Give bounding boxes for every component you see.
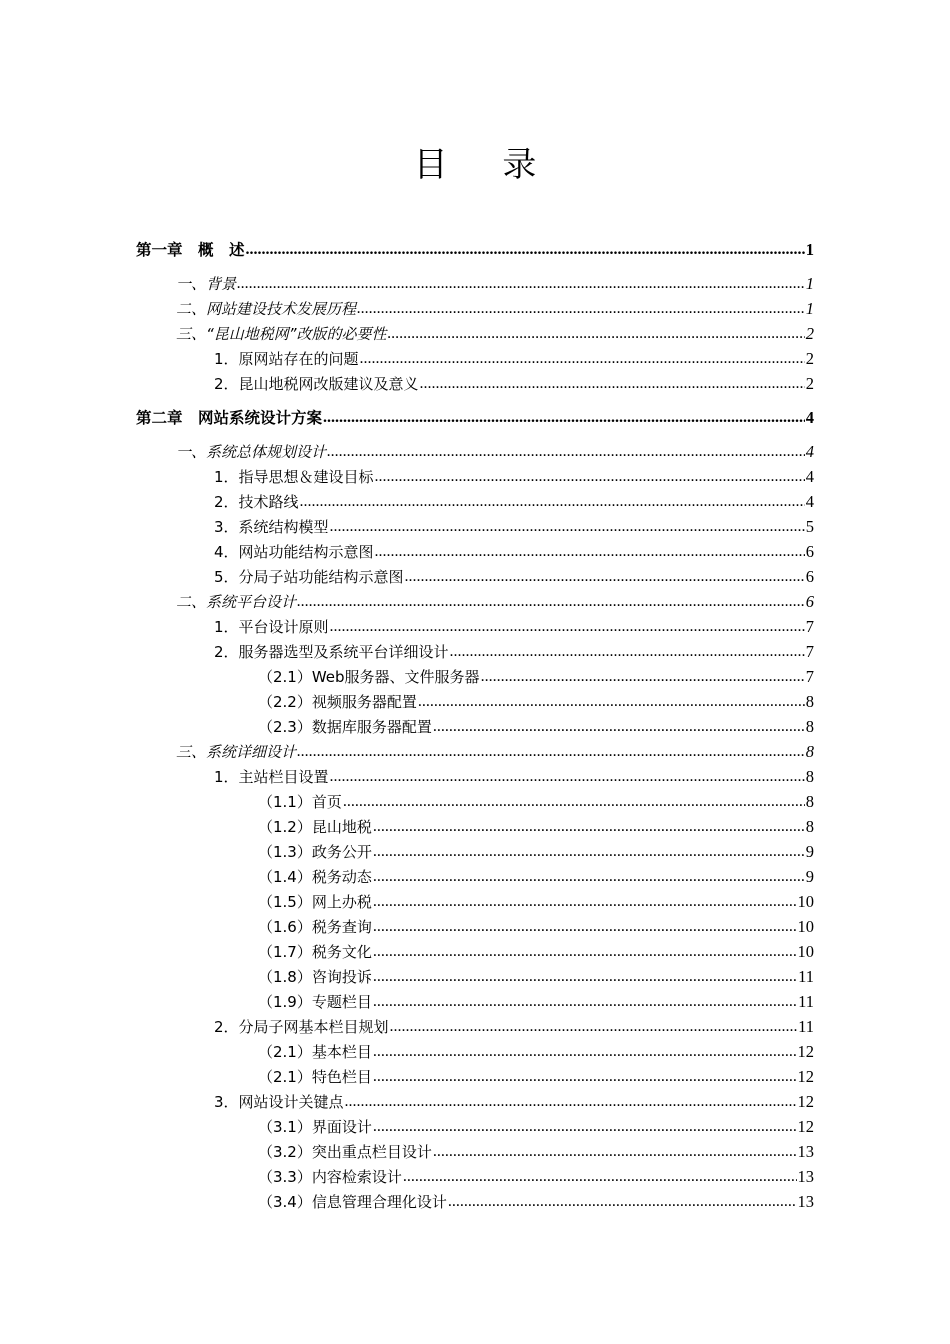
dot-leader	[327, 441, 805, 463]
dot-leader	[403, 1166, 797, 1188]
toc-entry-label: 一、系统总体规划设计	[176, 443, 327, 461]
toc-entry[interactable]	[258, 1166, 814, 1188]
toc-entry[interactable]	[214, 491, 814, 513]
toc-entry-page: 4	[805, 492, 814, 511]
dot-leader	[373, 1041, 797, 1063]
toc-entry-label: （2.1）Web服务器、文件服务器	[258, 668, 480, 686]
toc-entry-page: 4	[805, 408, 814, 427]
toc-entry-label: 三、“昆山地税网”改版的必要性	[176, 325, 387, 343]
toc-entry-page: 7	[805, 667, 814, 686]
toc-entry[interactable]	[214, 616, 814, 638]
dot-leader	[433, 716, 805, 738]
dot-leader	[390, 1016, 798, 1038]
toc-entry-page: 4	[805, 467, 814, 486]
toc-entry[interactable]	[258, 791, 814, 813]
dot-leader	[418, 691, 805, 713]
toc-entry-page: 1	[805, 240, 814, 259]
dot-leader	[246, 239, 805, 261]
toc-entry-page: 1	[805, 299, 814, 318]
dot-leader	[300, 491, 805, 513]
toc-entry[interactable]	[258, 916, 814, 938]
toc-entry-label: 4．网站功能结构示意图	[214, 543, 374, 561]
dot-leader	[375, 466, 805, 488]
toc-entry-label: 2．服务器选型及系统平台详细设计	[214, 643, 449, 661]
toc-entry-label: 2．分局子网基本栏目规划	[214, 1018, 389, 1036]
dot-leader	[388, 323, 805, 345]
toc-entry-label: 第一章 概 述	[136, 241, 245, 259]
toc-entry[interactable]	[214, 1016, 814, 1038]
toc-entry-label: （3.2）突出重点栏目设计	[258, 1143, 432, 1161]
toc-entry[interactable]	[214, 766, 814, 788]
toc-entry-page: 13	[797, 1167, 814, 1186]
toc-entry-label: 二、网站建设技术发展历程	[176, 300, 357, 318]
dot-leader	[373, 816, 805, 838]
dot-leader	[330, 616, 805, 638]
toc-entry[interactable]	[214, 641, 814, 663]
dot-leader	[237, 273, 805, 295]
dot-leader	[343, 791, 805, 813]
toc-entry-label: （3.3）内容检索设计	[258, 1168, 402, 1186]
toc-entry[interactable]	[258, 841, 814, 863]
toc-entry-page: 12	[797, 1042, 814, 1061]
toc-entry-page: 6	[805, 592, 814, 611]
toc-entry-page: 9	[805, 867, 814, 886]
toc-entry[interactable]	[176, 441, 814, 463]
toc-entry-page: 8	[805, 817, 814, 836]
toc-entry-label: 5．分局子站功能结构示意图	[214, 568, 404, 586]
toc-entry[interactable]	[258, 991, 814, 1013]
toc-entry[interactable]	[258, 1191, 814, 1213]
toc-entry-page: 13	[797, 1142, 814, 1161]
toc-entry-label: （2.1）特色栏目	[258, 1068, 372, 1086]
toc-entry[interactable]	[214, 516, 814, 538]
toc-entry[interactable]	[258, 1141, 814, 1163]
toc-entry-page: 5	[805, 517, 814, 536]
toc-entry-label: （3.4）信息管理合理化设计	[258, 1193, 447, 1211]
dot-leader	[297, 741, 805, 763]
toc-entry-page: 6	[805, 567, 814, 586]
toc-entry-label: （1.3）政务公开	[258, 843, 372, 861]
dot-leader	[345, 1091, 797, 1113]
dot-leader	[375, 541, 805, 563]
toc-entry-page: 12	[797, 1117, 814, 1136]
toc-entry[interactable]	[176, 323, 814, 345]
toc-entry-label: 二、系统平台设计	[176, 593, 297, 611]
toc-entry-label: （1.9）专题栏目	[258, 993, 372, 1011]
toc-entry[interactable]	[214, 1091, 814, 1113]
toc-entry-page: 2	[805, 349, 814, 368]
toc-entry-page: 2	[805, 374, 814, 393]
toc-entry-page: 7	[805, 642, 814, 661]
dot-leader	[373, 1116, 797, 1138]
toc-entry[interactable]	[258, 891, 814, 913]
toc-entry-label: 1．原网站存在的问题	[214, 350, 359, 368]
toc-entry-page: 2	[805, 324, 814, 343]
dot-leader	[373, 991, 797, 1013]
dot-leader	[481, 666, 805, 688]
toc-entry-label: 3．网站设计关键点	[214, 1093, 344, 1111]
toc-entry[interactable]	[258, 1041, 814, 1063]
toc-entry-page: 8	[805, 717, 814, 736]
toc-entry[interactable]	[176, 591, 814, 613]
toc-entry-label: 1．主站栏目设置	[214, 768, 329, 786]
toc-entry-page: 7	[805, 617, 814, 636]
toc-entry-page: 4	[805, 442, 814, 461]
toc-entry-label: 2．技术路线	[214, 493, 299, 511]
toc-entry[interactable]	[214, 541, 814, 563]
toc-entry[interactable]	[258, 1066, 814, 1088]
toc-entry-label: （1.5）网上办税	[258, 893, 372, 911]
dot-leader	[297, 591, 805, 613]
toc-entry-page: 11	[798, 1017, 814, 1036]
toc-entry[interactable]	[258, 966, 814, 988]
toc-entry[interactable]	[258, 716, 814, 738]
dot-leader	[373, 916, 797, 938]
toc-entry[interactable]	[258, 691, 814, 713]
dot-leader	[433, 1141, 797, 1163]
toc-entry-page: 11	[798, 967, 814, 986]
toc-entry-page: 9	[805, 842, 814, 861]
dot-leader	[323, 407, 805, 429]
dot-leader	[405, 566, 805, 588]
toc-entry-label: （1.8）咨询投诉	[258, 968, 372, 986]
toc-entry-page: 11	[798, 992, 814, 1011]
toc-entry-label: （2.2）视频服务器配置	[258, 693, 417, 711]
dot-leader	[373, 841, 805, 863]
toc-entry-page: 8	[805, 692, 814, 711]
toc-entry-page: 12	[797, 1067, 814, 1086]
toc-entry[interactable]	[214, 348, 814, 370]
toc-entry-label: 三、系统详细设计	[176, 743, 297, 761]
toc-entry-page: 10	[797, 942, 814, 961]
toc-entry-label: 1．平台设计原则	[214, 618, 329, 636]
dot-leader	[450, 641, 805, 663]
toc-entry[interactable]	[214, 466, 814, 488]
toc-entry[interactable]	[258, 816, 814, 838]
toc-entry[interactable]	[176, 298, 814, 320]
toc-entry-label: （2.3）数据库服务器配置	[258, 718, 432, 736]
dot-leader	[373, 941, 797, 963]
toc-entry-page: 6	[805, 542, 814, 561]
toc-entry[interactable]	[258, 941, 814, 963]
toc-entry[interactable]	[258, 1116, 814, 1138]
dot-leader	[373, 966, 797, 988]
toc-entry-label: 第二章 网站系统设计方案	[136, 409, 323, 427]
toc-entry-page: 8	[805, 742, 814, 761]
toc-entry-page: 12	[797, 1092, 814, 1111]
dot-leader	[357, 298, 805, 320]
dot-leader	[373, 1066, 797, 1088]
toc-entry-label: 2．昆山地税网改版建议及意义	[214, 375, 419, 393]
toc-entry-page: 10	[797, 917, 814, 936]
toc-entry-label: （3.1）界面设计	[258, 1118, 372, 1136]
toc-entry-label: 3．系统结构模型	[214, 518, 329, 536]
dot-leader	[360, 348, 805, 370]
toc-entry-label: （1.4）税务动态	[258, 868, 372, 886]
toc-entry-page: 1	[805, 274, 814, 293]
dot-leader	[448, 1191, 797, 1213]
toc-entry-page: 10	[797, 892, 814, 911]
toc-entry-label: （1.2）昆山地税	[258, 818, 372, 836]
page-title: 目 录	[413, 145, 559, 185]
toc-entry[interactable]	[136, 407, 814, 429]
toc-entry[interactable]	[214, 373, 814, 395]
toc-entry-label: 一、背景	[176, 275, 237, 293]
dot-leader	[373, 891, 797, 913]
toc-entry-page: 8	[805, 767, 814, 786]
toc-entry[interactable]	[176, 741, 814, 763]
toc-entry-page: 13	[797, 1192, 814, 1211]
dot-leader	[330, 516, 805, 538]
toc-entry-label: （2.1）基本栏目	[258, 1043, 372, 1061]
dot-leader	[420, 373, 805, 395]
toc-entry[interactable]	[258, 866, 814, 888]
toc-entry[interactable]	[176, 273, 814, 295]
dot-leader	[330, 766, 805, 788]
toc-entry-label: （1.7）税务文化	[258, 943, 372, 961]
toc-entry[interactable]	[136, 239, 814, 261]
toc-entry-page: 8	[805, 792, 814, 811]
dot-leader	[373, 866, 805, 888]
toc-entry-label: （1.6）税务查询	[258, 918, 372, 936]
toc-entry-label: （1.1）首页	[258, 793, 342, 811]
toc-entry[interactable]	[214, 566, 814, 588]
toc-entry-label: 1．指导思想＆建设目标	[214, 468, 374, 486]
toc-entry[interactable]	[258, 666, 814, 688]
